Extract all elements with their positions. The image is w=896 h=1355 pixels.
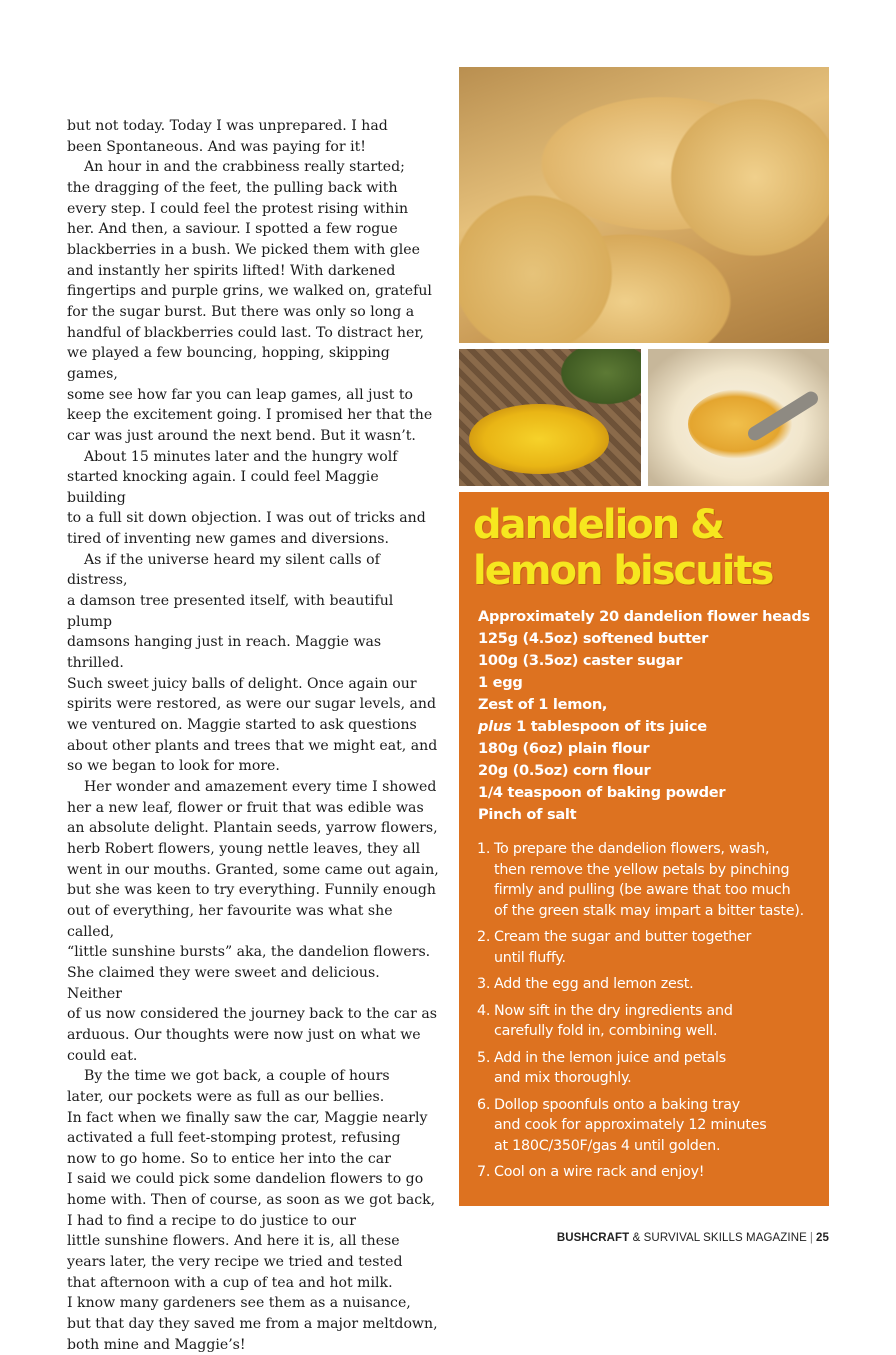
petals-shape [469, 404, 609, 474]
method-step [477, 1162, 822, 1183]
ingredient: Approximately 20 dandelion flower heads [478, 608, 810, 625]
text-line: of us now considered the journey back to the car as [67, 1006, 437, 1023]
step-text-line: Add the egg and lemon zest. [494, 976, 694, 993]
text-line: spirits were restored, as were our sugar levels, and [67, 696, 437, 713]
ingredient: 1 egg [478, 674, 523, 691]
text-line: In fact when we finally saw the car, Maggie nearly [67, 1109, 428, 1126]
step-number: 4. [477, 1002, 491, 1019]
recipe-panel [459, 492, 829, 1206]
article-paragraph [67, 116, 439, 157]
text-line: her a new leaf, flower or fruit that was edible was [67, 799, 424, 816]
text-line: later, our pockets were as full as our bellies. [67, 1088, 385, 1105]
page-footer [557, 1232, 829, 1244]
article-paragraph [67, 157, 439, 446]
text-line: blackberries in a bush. We picked them with glee [67, 241, 420, 258]
ingredients-list [478, 606, 823, 826]
stalks-shape [554, 349, 641, 409]
step-number: 3. [477, 976, 491, 993]
text-line: an absolute delight. Plantain seeds, yarrow flowers, [67, 820, 438, 837]
text-line: about other plants and trees that we might eat, and [67, 737, 438, 754]
text-line: started knocking again. I could feel Maggie building [67, 469, 379, 506]
text-line: we ventured on. Maggie started to ask questions [67, 717, 417, 734]
text-line: now to go home. So to entice her into the car [67, 1150, 391, 1167]
step-number: 7. [477, 1164, 491, 1181]
footer-brand: BUSHCRAFT [556, 1232, 630, 1244]
method-step [477, 1001, 822, 1042]
step-text-line: Cream the sugar and butter together [494, 929, 752, 946]
text-line: “little sunshine bursts” aka, the dandelion flowers. [67, 944, 431, 961]
footer-magazine-name: & SURVIVAL SKILLS MAGAZINE [632, 1232, 807, 1244]
step-number: 6. [477, 1096, 491, 1113]
ingredient: 20g (0.5oz) corn flour [478, 762, 651, 779]
method-step [477, 1048, 822, 1089]
article-paragraph [67, 550, 439, 777]
ingredient: Pinch of salt [478, 806, 577, 823]
text-line: both mine and Maggie’s! [67, 1336, 246, 1353]
text-line: we played a few bouncing, hopping, skipping games, [67, 345, 390, 382]
step-text-line: Cool on a wire rack and enjoy! [494, 1164, 705, 1181]
step-text-line: Now sift in the dry ingredients and [494, 1002, 733, 1019]
text-line: handful of blackberries could last. To distract her, [67, 324, 424, 341]
biscuits-photo [459, 67, 829, 343]
text-line: the dragging of the feet, the pulling back with [67, 179, 398, 196]
footer-separator: | [809, 1232, 813, 1244]
text-line: She claimed they were sweet and delicious. Neither [67, 964, 380, 1002]
step-text-line: Dollop spoonfuls onto a baking tray [494, 1096, 740, 1113]
text-line: some see how far you can leap games, all just to [67, 386, 414, 403]
ingredient-plus-rest: 1 tablespoon of its juice [511, 718, 707, 735]
ingredient: 180g (6oz) plain flour [478, 740, 650, 757]
method-steps [477, 839, 822, 1189]
article-paragraph [67, 447, 439, 550]
text-line: arduous. Our thoughts were now just on what we [67, 1026, 421, 1043]
recipe-title-line-1: dandelion & [473, 502, 724, 548]
step-text-line: and mix thoroughly. [494, 1070, 632, 1087]
text-line: her. And then, a saviour. I spotted a few rogue [67, 221, 398, 238]
text-line: years later, the very recipe we tried and tested [67, 1254, 403, 1271]
ingredient-plus [478, 716, 823, 738]
step-text-line: To prepare the dandelion flowers, wash, [494, 841, 770, 857]
text-line: fingertips and purple grins, we walked on, grateful [67, 283, 432, 300]
text-line: out of everything, her favourite was what she called, [67, 902, 393, 940]
text-line: but not today. Today I was unprepared. I had [67, 118, 388, 134]
text-line: I had to find a recipe to do justice to our [67, 1212, 356, 1229]
method-step [477, 927, 822, 968]
text-line: to a full sit down objection. I was out of tricks and [67, 510, 426, 527]
text-line: activated a full feet-stomping protest, refusing [67, 1130, 401, 1147]
step-text-line: carefully fold in, combining well. [494, 1023, 718, 1040]
page-number: 25 [816, 1232, 829, 1244]
step-text-line: of the green stalk may impart a bitter taste). [494, 903, 804, 920]
recipe-title [473, 502, 823, 594]
text-line: that afternoon with a cup of tea and hot milk. [67, 1274, 393, 1291]
text-line: As if the universe heard my silent calls of distress, [67, 551, 380, 589]
article-paragraph [67, 777, 439, 1066]
step-text-line: and cook for approximately 12 minutes [494, 1117, 767, 1134]
text-line: Her wonder and amazement every time I showed [84, 779, 437, 795]
text-line: car was just around the next bend. But it wasn’t. [67, 427, 416, 444]
text-line: little sunshine flowers. And here it is, all these [67, 1233, 400, 1250]
article-body [67, 116, 439, 1355]
article-paragraph [67, 1066, 439, 1355]
step-text-line: at 180C/350F/gas 4 until golden. [494, 1138, 721, 1155]
text-line: been Spontaneous. And was paying for it! [67, 138, 366, 155]
text-line: An hour in and the crabbiness really started; [84, 159, 405, 176]
text-line: tired of inventing new games and diversions. [67, 531, 390, 548]
text-line: I said we could pick some dandelion flowers to go [67, 1171, 424, 1188]
text-line: About 15 minutes later and the hungry wolf [84, 448, 398, 465]
text-line: a damson tree presented itself, with beautiful plump [67, 593, 394, 630]
step-text-line: Add in the lemon juice and petals [494, 1049, 726, 1066]
step-number: 5. [477, 1049, 491, 1066]
text-line: By the time we got back, a couple of hours [84, 1068, 390, 1085]
text-line: but that day they saved me from a major meltdown, [67, 1316, 438, 1333]
method-step [477, 839, 822, 922]
text-line: went in our mouths. Granted, some came out again, [67, 861, 439, 878]
text-line: so we began to look for more. [67, 758, 280, 775]
recipe-title-line-2: lemon biscuits [473, 548, 773, 594]
text-line: but she was keen to try everything. Funnily enough [67, 882, 436, 899]
text-line: herb Robert flowers, young nettle leaves, they all [67, 840, 421, 857]
text-line: for the sugar burst. But there was only so long a [67, 303, 415, 320]
ingredient-plus-prefix: plus [478, 718, 512, 735]
step-number: 2. [477, 929, 491, 946]
text-line: I know many gardeners see them as a nuisance, [67, 1295, 411, 1312]
step-text-line: then remove the yellow petals by pinching [494, 861, 790, 878]
ingredient: 125g (4.5oz) softened butter [478, 630, 709, 647]
text-line: could eat. [67, 1047, 138, 1064]
text-line: every step. I could feel the protest rising within [67, 200, 409, 217]
dandelion-petals-photo [459, 349, 641, 486]
batter-bowl-photo [648, 349, 829, 486]
text-line: and instantly her spirits lifted! With darkened [67, 262, 396, 279]
ingredient: Zest of 1 lemon, [478, 696, 608, 713]
step-number: 1. [477, 841, 491, 857]
text-line: damsons hanging just in reach. Maggie was thrilled. [67, 634, 382, 672]
text-line: Such sweet juicy balls of delight. Once again our [67, 675, 417, 692]
text-line: home with. Then of course, as soon as we got back, [67, 1192, 436, 1209]
step-text-line: until fluffy. [494, 950, 566, 967]
text-line: keep the excitement going. I promised her that the [67, 407, 433, 424]
ingredient: 100g (3.5oz) caster sugar [478, 652, 683, 669]
method-step [477, 974, 822, 995]
method-step [477, 1095, 822, 1157]
ingredient: 1/4 teaspoon of baking powder [478, 784, 726, 801]
step-text-line: firmly and pulling (be aware that too much [494, 882, 791, 899]
